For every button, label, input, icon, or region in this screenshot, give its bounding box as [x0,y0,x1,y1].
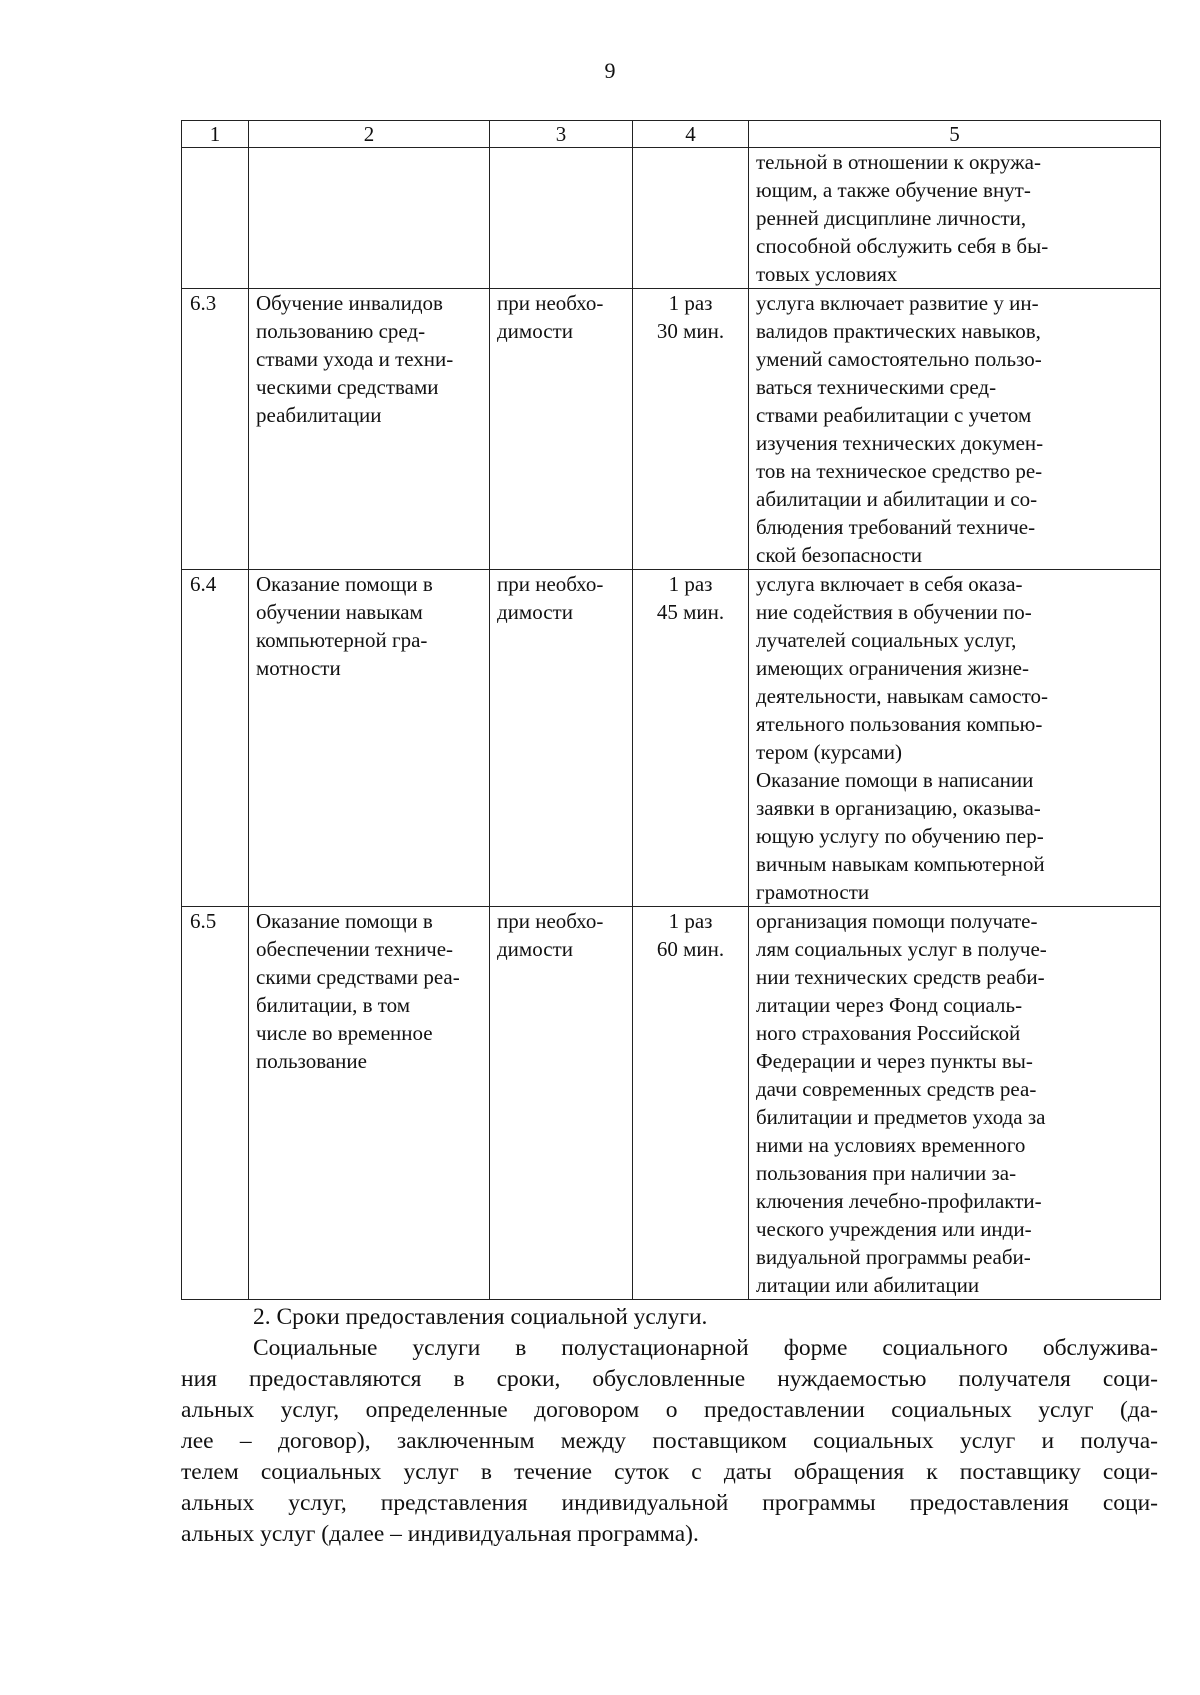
description-line: дачи современных средств реа- [756,1077,1037,1101]
description-line: литации или абилитации [756,1273,980,1297]
description-line: ской безопасности [756,543,922,567]
service-description [749,570,1161,907]
continuation-row [182,148,1161,289]
description-line: грамотности [756,880,870,904]
description-line: ваться техническими сред- [756,375,997,399]
name-line: пользованию сред- [256,319,426,343]
row-number: 6.3 [182,289,249,570]
description-line: имеющих ограничения жизне- [756,656,1029,680]
column-header: 3 [490,121,633,148]
table-row [182,289,1161,570]
service-term [490,570,633,907]
service-term [490,907,633,1300]
description-line: билитации и предметов ухода за [756,1105,1046,1129]
paragraph-line: альных услуг (далее – индивидуальная программа). [181,1521,699,1547]
description-line: пользования при наличии за- [756,1161,1017,1185]
name-line: Оказание помощи в [256,572,433,596]
description-line: ними на условиях временного [756,1133,1026,1157]
name-line: обучении навыкам [256,600,423,624]
name-line: ствами ухода и техни- [256,347,454,371]
name-line: Оказание помощи в [256,909,433,933]
description-line: услуга включает в себя оказа- [756,572,1023,596]
service-frequency [633,570,749,907]
description-line: ние содействия в обучении по- [756,600,1032,624]
frequency-line: 1 раз [668,909,713,933]
column-header: 2 [249,121,490,148]
description-line: лям социальных услуг в получе- [756,937,1047,961]
service-name [249,907,490,1300]
table-header-row [182,121,1161,148]
name-line: реабилитации [256,403,382,427]
term-line: димости [497,937,573,961]
name-line: ческими средствами [256,375,439,399]
description-line: Федерации и через пункты вы- [756,1049,1033,1073]
description-line: абилитации и абилитации и со- [756,487,1038,511]
paragraph-line: Социальные услуги в полустационарной форме социального обслужива- [253,1335,1158,1361]
term-line: димости [497,319,573,343]
service-description [749,907,1161,1300]
term-line: при необхо- [497,572,604,596]
frequency-line: 30 мин. [656,319,725,343]
description-line: ствами реабилитации с учетом [756,403,1032,427]
description-line: ятельного пользования компью- [756,712,1043,736]
paragraph-line: телем социальных услуг в течение суток с даты обращения к поставщику соци- [181,1459,1158,1485]
description-line: способной обслужить себя в бы- [756,234,1049,258]
description-line: ного страхования Российской [756,1021,1021,1045]
continuation-description [749,148,1161,289]
frequency-line: 45 мин. [656,600,725,624]
description-line: видуальной программы реаби- [756,1245,1031,1269]
description-line: умений самостоятельно пользо- [756,347,1042,371]
row-number: 6.4 [182,570,249,907]
service-term [490,289,633,570]
column-header: 5 [749,121,1161,148]
frequency-line: 1 раз [668,291,713,315]
name-line: билитации, в том [256,993,411,1017]
frequency-line: 60 мин. [656,937,725,961]
description-line: нии технических средств реаби- [756,965,1045,989]
description-line: Оказание помощи в написании [756,768,1034,792]
paragraph-line: альных услуг, представления индивидуальной программы предоставления соци- [181,1490,1158,1516]
term-line: димости [497,600,573,624]
name-line: мотности [256,656,341,680]
body-paragraph [181,1333,1158,1550]
name-line: скими средствами реа- [256,965,460,989]
paragraph-line: лее – договор), заключенным между поставщиком социальных услуг и получа- [181,1428,1158,1454]
table-row [182,570,1161,907]
paragraph-line: ния предоставляются в сроки, обусловленные нуждаемостью получателя соци- [181,1366,1158,1392]
paragraph-line: альных услуг, определенные договором о предоставлении социальных услуг (да- [181,1397,1158,1423]
description-line: тером (курсами) [756,740,902,764]
services-table [181,120,1161,1300]
name-line: пользование [256,1049,367,1073]
description-line: лучателей социальных услуг, [756,628,1017,652]
description-line: литации через Фонд социаль- [756,993,1023,1017]
section-heading [181,1302,1158,1333]
description-line: услуга включает развитие у ин- [756,291,1039,315]
name-line: компьютерной гра- [256,628,428,652]
description-line: тельной в отношении к окружа- [756,150,1041,174]
description-line: деятельности, навыкам самосто- [756,684,1048,708]
description-line: вичным навыкам компьютерной [756,852,1045,876]
service-name [249,289,490,570]
description-line: валидов практических навыков, [756,319,1041,343]
frequency-line: 1 раз [668,572,713,596]
description-line: заявки в организацию, оказыва- [756,796,1041,820]
name-line: числе во временное [256,1021,433,1045]
description-line: ющим, а также обучение внут- [756,178,1031,202]
service-frequency [633,907,749,1300]
service-name [249,570,490,907]
page-number: 9 [604,58,616,83]
description-line: блюдения требований техниче- [756,515,1036,539]
name-line: обеспечении техниче- [256,937,454,961]
section-heading-text: 2. Сроки предоставления социальной услуги. [253,1304,708,1330]
column-header: 4 [633,121,749,148]
table-row [182,907,1161,1300]
service-frequency [633,289,749,570]
description-line: изучения технических докумен- [756,431,1044,455]
name-line: Обучение инвалидов [256,291,443,315]
description-line: тов на техническое средство ре- [756,459,1043,483]
description-line: ренней дисциплине личности, [756,206,1027,230]
row-number: 6.5 [182,907,249,1300]
service-description [749,289,1161,570]
column-header: 1 [182,121,249,148]
description-line: товых условиях [756,262,898,286]
description-line: ющую услугу по обучению пер- [756,824,1044,848]
description-line: ческого учреждения или инди- [756,1217,1032,1241]
term-line: при необхо- [497,291,604,315]
term-line: при необхо- [497,909,604,933]
description-line: ключения лечебно-профилакти- [756,1189,1042,1213]
description-line: организация помощи получате- [756,909,1038,933]
